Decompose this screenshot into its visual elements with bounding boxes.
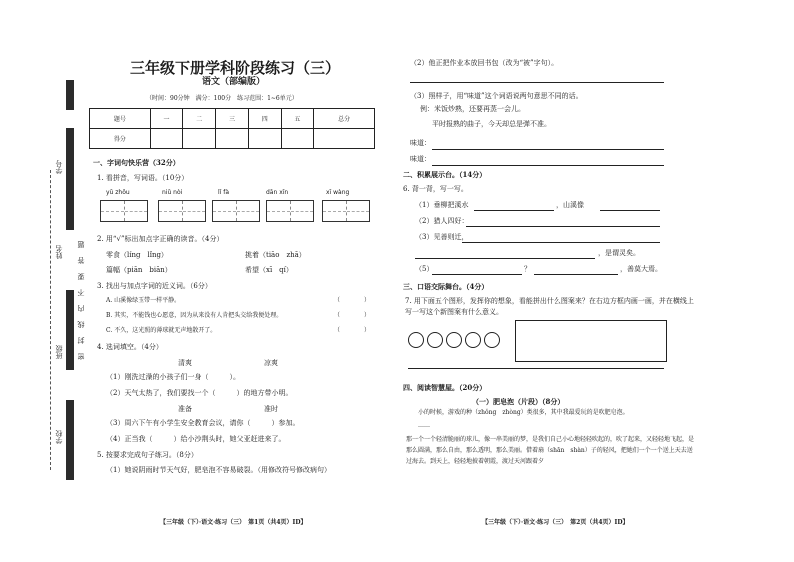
answer-line[interactable]: [432, 149, 664, 150]
circle-shape-3: [446, 332, 462, 348]
q6-line-2: （2）猎人四好：: [415, 217, 469, 225]
footer-left: 【三年级（下）·语文·练习（三） 第1页（共4页）ID】: [160, 519, 307, 526]
section-1-heading: 一、字词句快乐营（32分）: [93, 158, 180, 167]
q4-sentence-3: （3）周六下午有小学生安全教育会议，请你（ ）参加。: [106, 419, 300, 427]
q5-sentence-2: （2）他正把作业本放回书包（改为“被”字句）。: [410, 59, 559, 67]
score-cell[interactable]: [150, 129, 183, 149]
seal-line-text: 密 封 线 内 不 要 答 题: [77, 240, 85, 360]
score-row-label: 得分: [90, 129, 151, 149]
side-label-xuexiao: 学校: [55, 430, 63, 444]
writing-box-1[interactable]: [100, 200, 148, 222]
side-label-xuehao: 学号: [55, 160, 63, 174]
score-cell[interactable]: [248, 129, 281, 149]
answer-line[interactable]: [408, 368, 664, 369]
subtitle: 语文（部编版）: [202, 77, 266, 87]
q6-line-4: ，是谓灵矣。: [598, 249, 640, 257]
q3-item-c: C. 不久，这光照的薄球就无声地散开了。: [106, 327, 217, 334]
q6-prompt: 6. 背一背，写一写。: [403, 185, 468, 193]
q2-prompt: 2. 用“√”标出加点字正确的读音。（4分）: [97, 235, 224, 243]
q3-answer-c[interactable]: （ ）: [334, 327, 371, 334]
writing-box-2[interactable]: [158, 200, 206, 222]
answer-line[interactable]: [466, 226, 660, 227]
section-3-heading: 三、口语交际舞台。（4分）: [403, 282, 489, 291]
score-head-6: 总分: [314, 109, 375, 129]
reading-paragraph-1: 小的时候，游戏的种（zhǒng zhòng）类很多，其中我最爱玩的是吹肥皂泡。: [418, 409, 629, 416]
q6-line-5b: ？: [524, 265, 531, 273]
circle-shape-5: [484, 332, 500, 348]
circle-shape-2: [427, 332, 443, 348]
q3-item-b: B. 其实，不能钱也心愿意，因为从来没有人肯把头交给我便处理。: [106, 312, 283, 319]
section-2-heading: 二、积累展示台。（14分）: [403, 170, 487, 179]
weidao-label-1: 味道：: [410, 139, 431, 147]
q4-word-3: 准备: [178, 405, 192, 413]
score-head-5: 五: [281, 109, 314, 129]
reading-paragraph-2: 那一个一个轻清脆丽的球儿，像一串美丽的梦，是我们自己小心地轻轻吹起的，吹了起来，又轻轻地飞起，是那么圆满，那么自由，那么透明，那么美丽。借着扇（shān shàn）子的轻风，把她们一个一个送上天去送过海去。到天上，轻轻地披着朝霞，渡过天河跟着夕: [406, 436, 695, 465]
score-cell[interactable]: [183, 129, 216, 149]
answer-line[interactable]: [474, 210, 554, 211]
q6-line-1b: ，山溪像: [556, 201, 584, 209]
q4-word-1: 清爽: [178, 359, 192, 367]
q3-item-a: A. 山溪像绿玉带一样平静。: [106, 297, 181, 304]
seal-line: [50, 170, 52, 470]
weidao-label-2: 味道：: [410, 155, 431, 163]
score-head-4: 四: [248, 109, 281, 129]
q3-answer-b[interactable]: （ ）: [334, 312, 371, 319]
q3-prompt: 3. 找出与加点字词的近义词。（6分）: [97, 282, 212, 290]
score-head-1: 一: [150, 109, 183, 129]
q2-item-3: 篇幅（piān biān）: [106, 266, 172, 274]
binding-strip: [66, 80, 74, 480]
score-head-2: 二: [183, 109, 216, 129]
reading-title: （一）肥皂泡（片段）（8分）: [472, 397, 565, 406]
q4-sentence-4: （4）正当我（ ）给小沙荆头时，她父亚赶进来了。: [106, 435, 286, 443]
circle-shape-1: [408, 332, 424, 348]
score-cell[interactable]: [216, 129, 249, 149]
q5-prompt: 5. 按要求完成句子练习。（8分）: [97, 451, 198, 459]
q6-line-5a: （5）: [415, 265, 434, 273]
answer-line[interactable]: [600, 210, 660, 211]
q4-word-2: 凉爽: [264, 359, 278, 367]
score-table: [89, 108, 375, 149]
answer-line[interactable]: [432, 274, 522, 275]
q2-item-2: 挑着（tiāo zhā）: [245, 251, 306, 259]
q5-sentence-1: （1）她说阴雨时节天气好，肥皂泡不容易破裂。（用修改符号修改病句）: [106, 466, 331, 474]
q5-sentence-3: （3）照样子，用“味道”这个词语说两句意思不同的话。: [410, 92, 583, 100]
q6-line-5c: ，善莫大焉。: [620, 265, 662, 273]
pinyin-4: dān xīn: [266, 189, 289, 196]
score-cell[interactable]: [314, 129, 375, 149]
pinyin-1: yū zhōu: [106, 189, 130, 196]
page-title: 三年级下册学科阶段练习（三）: [130, 59, 341, 77]
score-cell[interactable]: [281, 129, 314, 149]
q4-prompt: 4. 选词填空。（4分）: [97, 343, 163, 351]
q5-example-1: 例：米饭炒熟，还要再蒸一会儿。: [420, 105, 525, 113]
footer-right: 【三年级（下）·语文·练习（三） 第2页（共4页）ID】: [482, 519, 629, 526]
side-label-banji: 班级: [55, 345, 63, 359]
section-4-heading: 四、阅读智慧屋。（20分）: [403, 383, 487, 392]
q4-sentence-2: （2）天气太热了，我们要找一个（ ）的地方带小明。: [106, 389, 293, 397]
q4-word-4: 准时: [264, 405, 278, 413]
answer-line[interactable]: [462, 242, 660, 243]
q5-example-2: 平时报熟的曲子，今天却总是弹不准。: [432, 120, 551, 128]
pinyin-3: lǐ fà: [218, 189, 230, 196]
circle-shape-4: [465, 332, 481, 348]
pinyin-5: xī wàng: [326, 189, 350, 196]
answer-line[interactable]: [432, 165, 664, 166]
answer-line[interactable]: [410, 82, 664, 83]
pinyin-2: niǔ nòi: [162, 189, 183, 196]
writing-box-4[interactable]: [266, 200, 314, 222]
q6-line-1a: （1）垂柳把溪水: [415, 201, 469, 209]
q3-answer-a[interactable]: （ ）: [334, 297, 371, 304]
drawing-box[interactable]: [515, 320, 667, 362]
score-head-3: 三: [216, 109, 249, 129]
q2-item-1: 零食（líng lǐng）: [106, 251, 168, 259]
q4-sentence-1: （1）刚洗过澡的小孩子们一身（ ）。: [106, 373, 240, 381]
q2-item-4: 希望（xī qí）: [245, 266, 293, 274]
reading-ellipsis: ……: [418, 422, 430, 429]
exam-meta: （时间：90分钟 满分：100分 练习范围：1~6单元）: [146, 95, 298, 102]
q6-line-3: （3）见善则迁，: [415, 233, 469, 241]
side-label-xingming: 姓名: [55, 245, 63, 259]
answer-line[interactable]: [534, 274, 618, 275]
writing-box-3[interactable]: [212, 200, 260, 222]
writing-box-5[interactable]: [322, 200, 370, 222]
q1-prompt: 1. 看拼音，写词语。（10分）: [97, 174, 189, 182]
q7-prompt: 7. 用下面五个图形，发挥你的想象，看能拼出什么图案来？在右边方框内画一画，并在横线上写一写这个新图案有什么意义。: [405, 297, 694, 316]
answer-line[interactable]: [415, 258, 595, 259]
score-head-0: 题号: [90, 109, 151, 129]
